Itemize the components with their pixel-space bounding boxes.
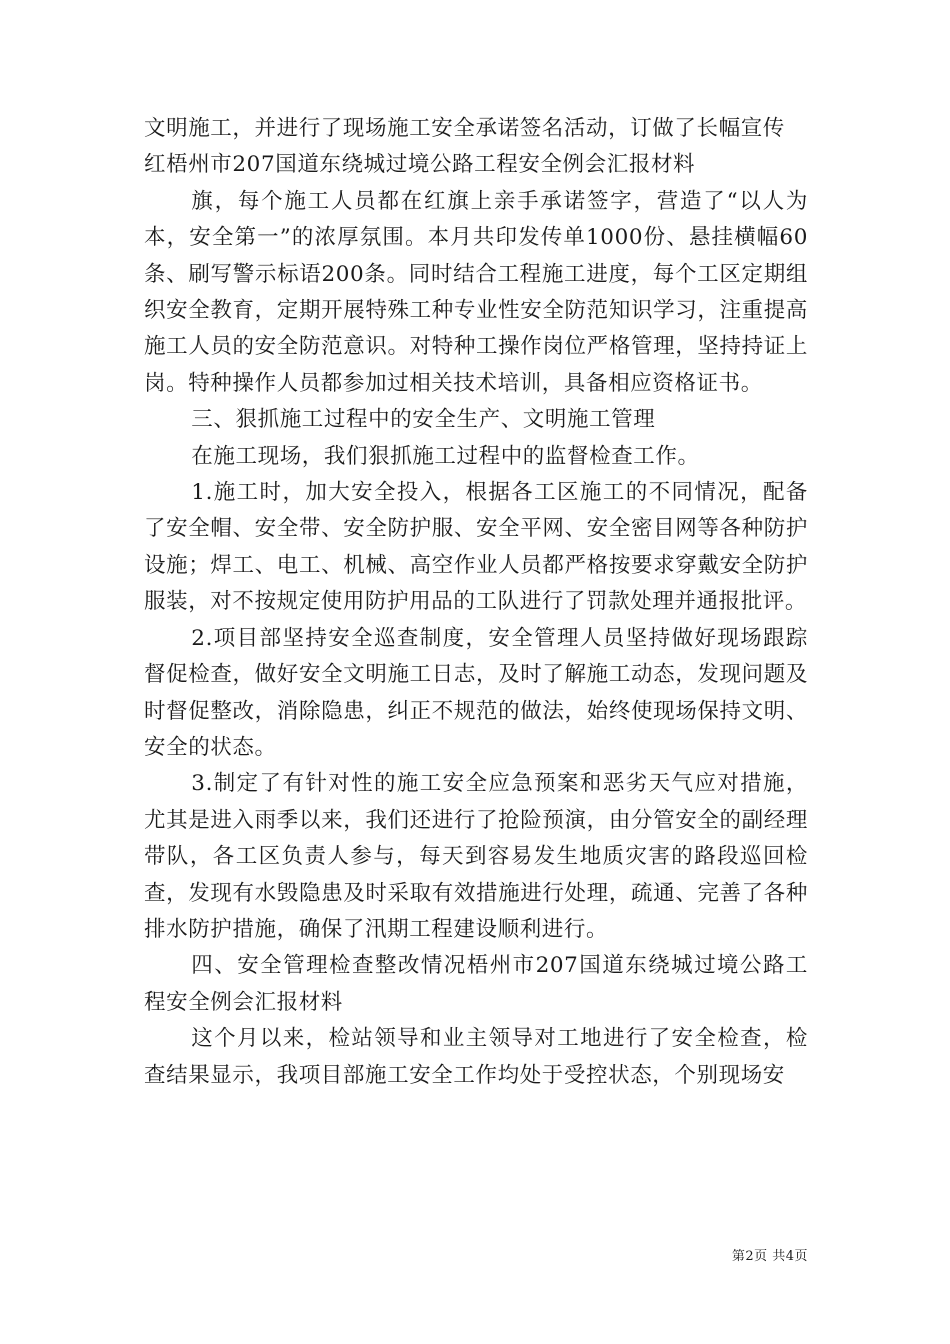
section-heading-4: 四、安全管理检查整改情况梧州市207国道东绕城过境公路工程安全例会汇报材料 [144,953,808,1015]
paragraph-3: 旗，每个施工人员都在红旗上亲手承诺签字，营造了“以人为本，安全第一”的浓厚氛围。本月共印发传单1000份、悬挂横幅60条、刷写警示标语200条。同时结合工程施工进度，每个工区定期组织安全教育，定期开展特殊工种专业性安全防范知识学习，注重提高施工人员的安全防范意识。对特种工操作岗位严格管理，坚持持证上岗。特种操作人员都参加过相关技术培训，具备相应资格证书。 [144,188,808,396]
list-item-3: 3.制定了有针对性的施工安全应急预案和恶劣天气应对措施，尤其是进入雨季以来，我们还进行了抢险预演，由分管安全的副经理带队，各工区负责人参与，每天到容易发生地质灾害的路段巡回检查，发现有水毁隐患及时采取有效措施进行处理，疏通、完善了各种排水防护措施，确保了汛期工程建设顺利进行。 [144,771,808,942]
section-heading-3: 三、狠抓施工过程中的安全生产、文明施工管理 [191,407,656,433]
list-item-2: 2.项目部坚持安全巡查制度，安全管理人员坚持做好现场跟踪督促检查，做好安全文明施工日志，及时了解施工动态，发现问题及时督促整改，消除隐患，纠正不规范的做法，始终使现场保持文明、安全的状态。 [144,625,808,760]
list-item-1: 1.施工时，加大安全投入，根据各工区施工的不同情况，配备了安全帽、安全带、安全防护服、安全平网、安全密目网等各种防护设施；焊工、电工、机械、高空作业人员都严格按要求穿戴安全防护服装，对不按规定使用防护用品的工队进行了罚款处理并通报批评。 [144,480,808,615]
paragraph-10: 这个月以来，检站领导和业主领导对工地进行了安全检查，检查结果显示，我项目部施工安全工作均处于受控状态，个别现场安 [144,1026,808,1088]
paragraph-2: 红梧州市207国道东绕城过境公路工程安全例会汇报材料 [144,152,696,178]
document-body [144,111,808,1094]
paragraph-5: 在施工现场，我们狠抓施工过程中的监督检查工作。 [191,443,700,469]
page-number: 第2页 共4页 [731,1249,808,1264]
paragraph-1: 文明施工，并进行了现场施工安全承诺签名活动，订做了长幅宣传 [144,116,785,141]
